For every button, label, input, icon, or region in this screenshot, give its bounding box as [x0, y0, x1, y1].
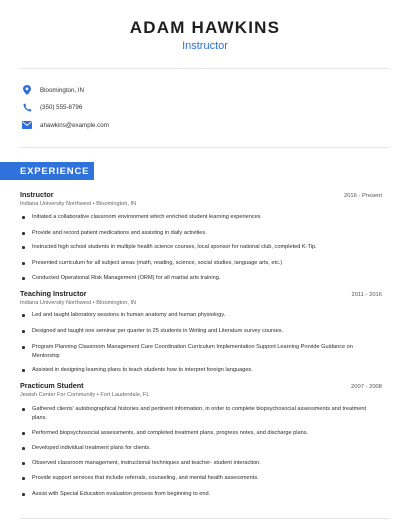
job-entry	[20, 289, 382, 306]
job-title: Teaching Instructor	[20, 289, 87, 298]
list-item: Developed individual treatment plans for clients.	[22, 444, 372, 453]
contact-location	[22, 84, 84, 96]
contact-phone-text: (350) 555-8796	[40, 103, 83, 111]
location-pin-icon	[22, 85, 32, 95]
list-item: Provide support services that include referrals, counseling, and mental health assessments.	[22, 474, 372, 483]
job-location: Fort Lauderdale, FL	[100, 392, 150, 398]
contact-divider	[20, 147, 390, 148]
list-item: Observed classroom management, instructional techniques and teacher- student interaction.	[22, 459, 372, 468]
job-employer: Indiana University Northwest	[20, 201, 92, 207]
job-employer-line: Indiana University Northwest • Bloomington, IN	[20, 201, 137, 207]
phone-icon	[22, 102, 32, 112]
job-location: Bloomington, IN	[96, 300, 137, 306]
job-dates: 2011 - 2016	[351, 292, 382, 298]
job-entry	[20, 381, 382, 398]
job-location: Bloomington, IN	[96, 201, 137, 207]
list-item: Assisted in designing learning plans to teach students how to interpret foreign languages.	[22, 366, 372, 375]
list-item: Gathered clients' autobiographical histories and pertinent information, in order to complete biopsychosocial assessments and treatment plans.	[22, 405, 372, 422]
email-envelope-icon	[22, 120, 32, 130]
job-employer: Jewish Center For Community	[20, 392, 96, 398]
list-item: Conducted Operational Risk Management (ORM) for all martial arts training.	[22, 274, 372, 283]
contact-phone	[22, 101, 82, 113]
candidate-title: Instructor	[182, 40, 228, 52]
contact-email[interactable]	[22, 119, 109, 131]
list-item: Provide and record patient medications and assisting in daily activities.	[22, 229, 372, 238]
job-entry	[20, 190, 382, 207]
list-item: Designed and taught one seminar per quarter to 25 students in Writing and Literature survey courses.	[22, 327, 372, 336]
job-dates: 2016 - Present	[343, 193, 382, 199]
list-item: Program Planning Classroom Management Care Coordination Curriculum Implementation Support Learning Provide Guidance on Mentorship	[22, 343, 372, 360]
list-item: Led and taught laboratory sessions in human anatomy and human physiology.	[22, 311, 372, 320]
header-divider	[20, 68, 390, 69]
experience-heading: EXPERIENCE	[0, 162, 94, 180]
list-item: Instructed high school students in multiple health science courses, local sponsor for national club, completed K-Tip.	[22, 243, 372, 252]
candidate-name: ADAM HAWKINS	[129, 18, 281, 37]
job-employer-line: Jewish Center For Community • Fort Lauderdale, FL	[20, 392, 150, 398]
job-title: Instructor	[20, 190, 54, 199]
list-item: Initiated a collaborative classroom environment which enriched student learning experiences	[22, 213, 372, 222]
list-item: Presented curriculum for all subject areas (math, reading, science, social studies, language arts, etc.)	[22, 259, 372, 268]
job-employer: Indiana University Northwest	[20, 300, 92, 306]
list-item: Assist with Special Education evaluation process from beginning to end.	[22, 490, 372, 499]
footer-divider	[20, 518, 390, 519]
contact-location-text: Bloomington, IN	[40, 86, 85, 94]
job-employer-line: Indiana University Northwest • Bloomington, IN	[20, 300, 137, 306]
job-title: Practicum Student	[20, 381, 84, 390]
list-item: Performed biopsychosocial assessments, and completed treatment plans, progress notes, and discharge plans.	[22, 429, 372, 438]
job-dates: 2007 - 2008	[351, 384, 382, 390]
contact-email-text[interactable]: ahawkins@example.com	[40, 121, 109, 129]
